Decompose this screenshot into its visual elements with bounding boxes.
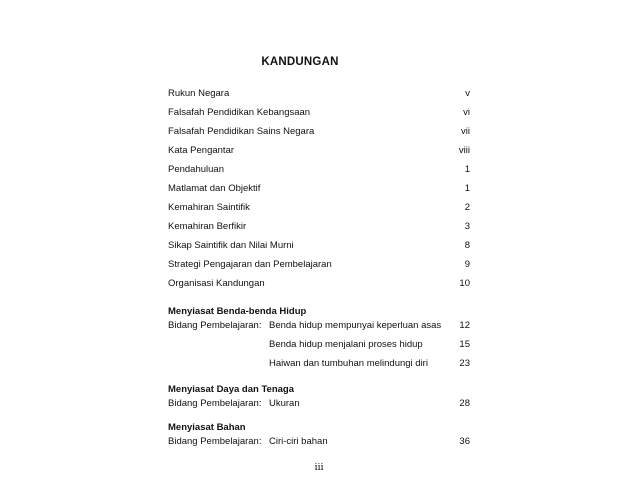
- learning-area-row: [168, 320, 470, 334]
- learning-area-topic: Ciri-ciri bahan: [269, 436, 328, 447]
- learning-area-page: 23: [459, 358, 470, 369]
- toc-entry-label: Organisasi Kandungan: [168, 278, 265, 289]
- learning-area-row: [168, 436, 470, 450]
- learning-area-page: 12: [459, 320, 470, 331]
- toc-entry: [168, 221, 470, 235]
- learning-area-topic: Ukuran: [269, 398, 300, 409]
- toc-entry-label: Kemahiran Saintifik: [168, 202, 250, 213]
- toc-entry-label: Pendahuluan: [168, 164, 224, 175]
- toc-entry-page: 1: [464, 183, 470, 194]
- toc-entry-page: vi: [463, 107, 470, 118]
- toc-entry-label: Rukun Negara: [168, 88, 230, 99]
- toc-entry-label: Kemahiran Berfikir: [168, 221, 247, 232]
- learning-area-row: [168, 358, 470, 372]
- toc-entry-page: v: [465, 88, 470, 99]
- toc-entry-label: Sikap Saintifik dan Nilai Murni: [168, 240, 294, 251]
- toc-entry: [168, 183, 470, 197]
- toc-entry-page: 2: [464, 202, 470, 213]
- learning-area-label: Bidang Pembelajaran:: [168, 436, 262, 447]
- toc-entry-label: Strategi Pengajaran dan Pembelajaran: [168, 259, 332, 270]
- learning-area-label: Bidang Pembelajaran:: [168, 398, 262, 409]
- toc-entry-label: Matlamat dan Objektif: [168, 183, 261, 194]
- learning-area-topic: Benda hidup mempunyai keperluan asas: [269, 320, 442, 331]
- toc-entry: [168, 107, 470, 121]
- page-number: iii: [314, 462, 324, 473]
- toc-entry: [168, 278, 470, 292]
- learning-area-topic: Benda hidup menjalani proses hidup: [269, 339, 423, 350]
- toc-entry: [168, 126, 470, 140]
- section-title: Menyiasat Bahan: [168, 422, 246, 433]
- toc-entry: [168, 202, 470, 216]
- toc-entry: [168, 259, 470, 273]
- learning-area-row: [168, 339, 470, 353]
- learning-area-label: Bidang Pembelajaran:: [168, 320, 262, 331]
- toc-entry-page: 9: [464, 259, 470, 270]
- toc-entry-label: Falsafah Pendidikan Sains Negara: [168, 126, 315, 137]
- page-title: KANDUNGAN: [261, 56, 339, 68]
- toc-entry: [168, 240, 470, 254]
- toc-entry: [168, 145, 470, 159]
- toc-entry-page: 8: [464, 240, 470, 251]
- toc-entry-page: 1: [464, 164, 470, 175]
- learning-area-page: 28: [459, 398, 470, 409]
- toc-entry-page: 10: [459, 278, 470, 289]
- toc-entry: [168, 88, 470, 102]
- toc-entry: [168, 164, 470, 178]
- section-title: Menyiasat Benda-benda Hidup: [168, 306, 307, 317]
- learning-area-page: 36: [459, 436, 470, 447]
- section-title: Menyiasat Daya dan Tenaga: [168, 384, 295, 395]
- toc-entry-label: Falsafah Pendidikan Kebangsaan: [168, 107, 311, 118]
- toc-entry-label: Kata Pengantar: [168, 145, 235, 156]
- toc-entry-page: vii: [461, 126, 470, 137]
- toc-entry-page: viii: [458, 145, 470, 156]
- learning-area-page: 15: [459, 339, 470, 350]
- toc-entry-page: 3: [464, 221, 470, 232]
- learning-area-row: [168, 398, 470, 412]
- learning-area-topic: Haiwan dan tumbuhan melindungi diri: [269, 358, 428, 369]
